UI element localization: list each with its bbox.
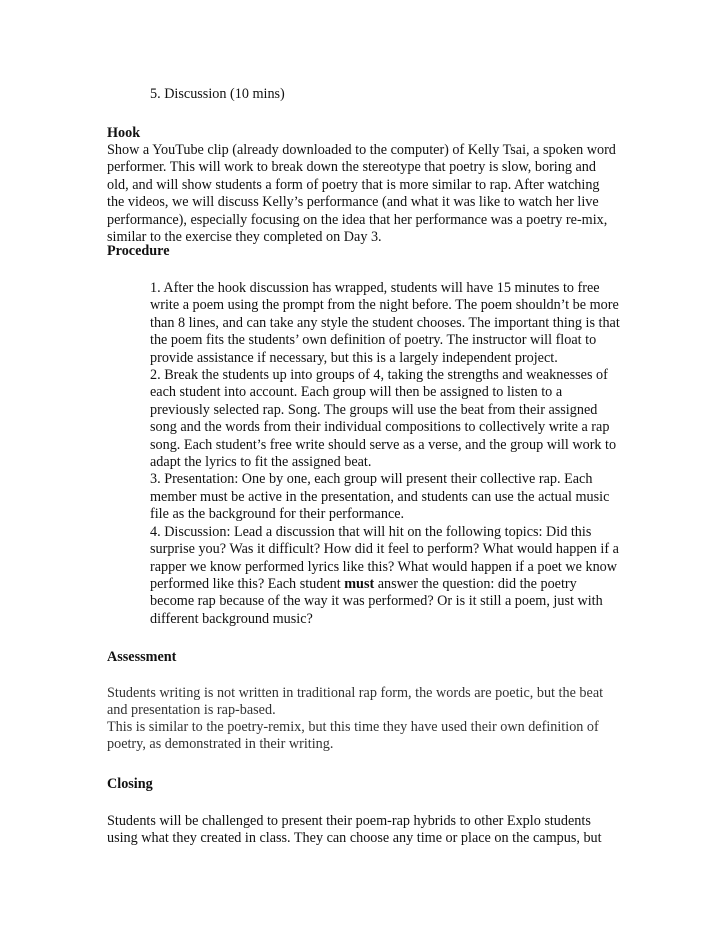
procedure-steps (150, 280, 620, 628)
hook-body: Show a YouTube clip (already downloaded to the computer) of Kelly Tsai, a spoken word performer. This will work to break down the stereotype that poetry is slow, boring and old, and will show students a form of poetry that is more similar to rap. After watching the videos, we will discuss Kelly’s performance (and what it was like to watch her live performance), especially focusing on the idea that her performance was a poetry re-mix, similar to the exercise they completed on Day 3. (107, 142, 616, 246)
step-4-emphasis: must (344, 575, 375, 592)
closing-body: Students will be challenged to present their poem-rap hybrids to other Explo students using what they created in class. They can choose any time or place on the campus, but (107, 813, 602, 847)
step-4-text-start: 4. Discussion: Lead a discussion that will hit on the following topics: Did this surprise you? Was it difficult? How did it feel to perform? What would happen if a rapper we know performed lyrics like this? What would happen if a poet we know performed like this? Each student (150, 523, 619, 592)
assessment-line-1: Students writing is not written in traditional rap form, the words are poetic, but the beat and presentation is rap-based. (107, 685, 604, 719)
procedure-step-2: 2. Break the students up into groups of 4, taking the strengths and weaknesses of each student into account. Each group will then be assigned to listen to a previously selected rap. Song. The groups will use the beat from their assigned song and the words from their individual compositions to collectively write a rap song. Each student’s free write should serve as a verse, and the group will work to adapt the lyrics to fit the assigned beat. (150, 367, 617, 471)
assessment-line-2: This is similar to the poetry-remix, but this time they have used their own definition of poetry, as demonstrated in their writing. (107, 719, 599, 753)
discussion-item: 5. Discussion (10 mins) (150, 86, 285, 102)
step-4-text-end: answer the question: did the poetry become rap because of the way it was performed? Or is it still a poem, just with different background music? (150, 575, 603, 627)
procedure-step-1: 1. After the hook discussion has wrapped, students will have 15 minutes to free write a poem using the prompt from the night before. The poem shouldn’t be more than 8 lines, and can take any style the student chooses. The important thing is that the poem fits the students’ own definition of poetry. The instructor will float to provide assistance if necessary, but this is a largely independent project. (150, 280, 620, 366)
procedure-step-3: 3. Presentation: One by one, each group will present their collective rap. Each member must be active in the presentation, and students can use the actual music file as the background for their performance. (150, 471, 610, 523)
hook-heading: Hook (107, 125, 141, 141)
procedure-heading: Procedure (107, 243, 170, 259)
closing-heading: Closing (107, 776, 153, 792)
procedure-step-4 (150, 524, 620, 628)
assessment-heading: Assessment (107, 649, 177, 665)
